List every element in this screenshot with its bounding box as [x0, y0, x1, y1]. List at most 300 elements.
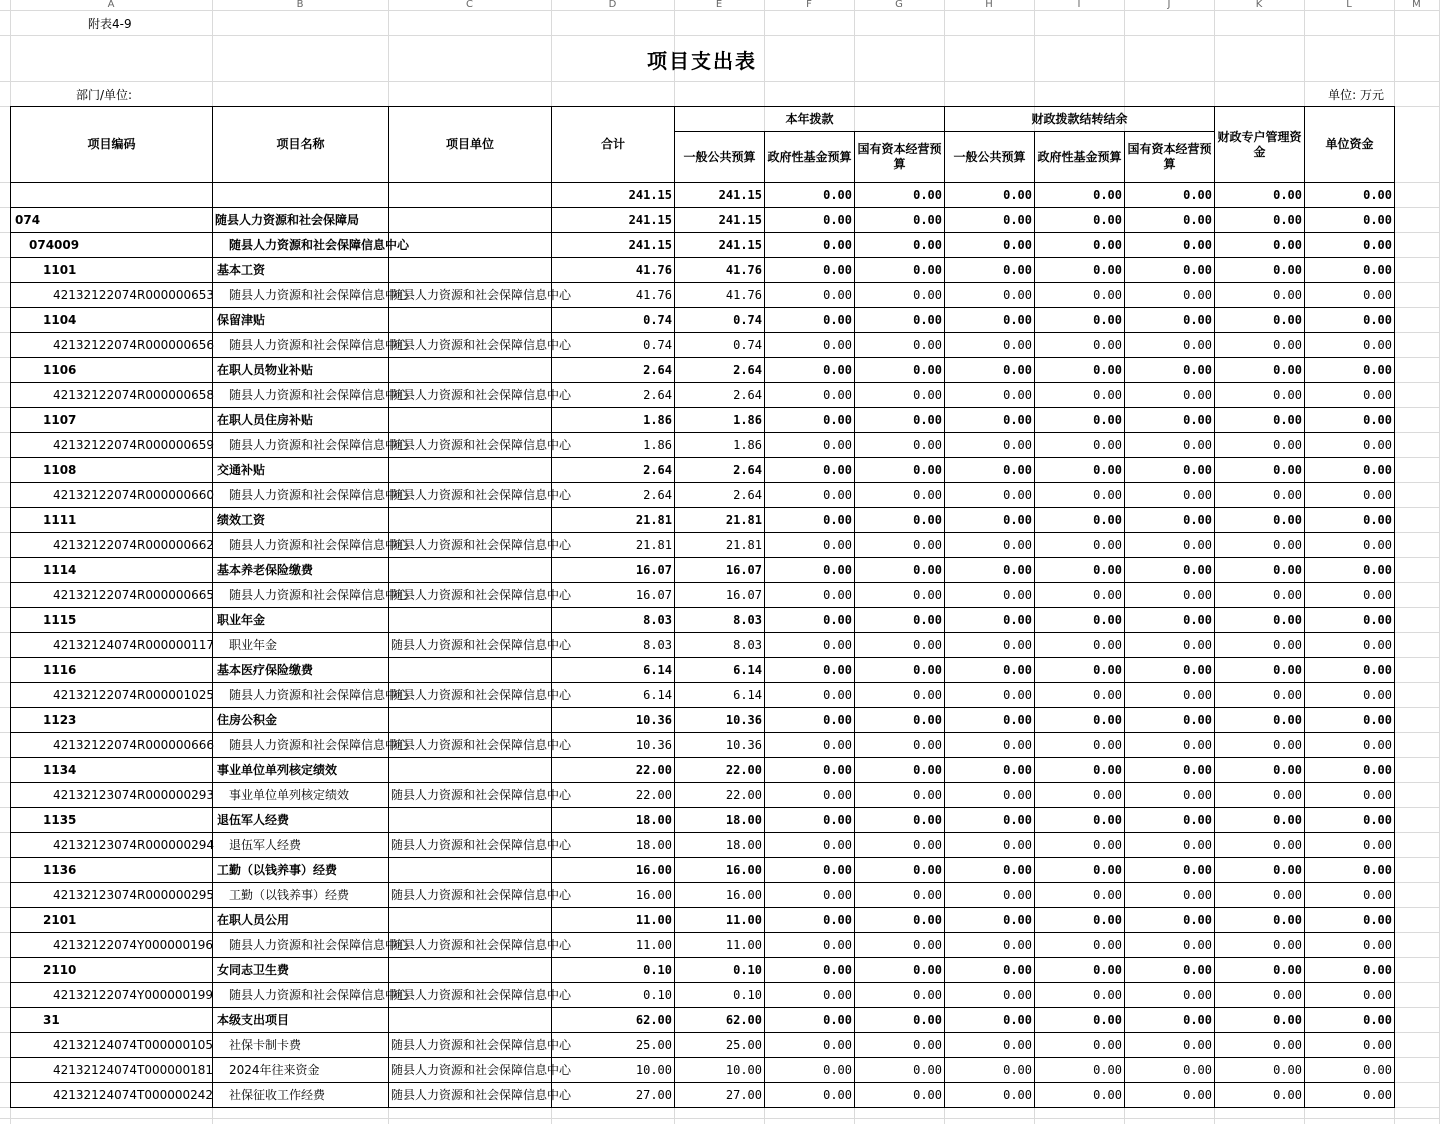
- cell-value[interactable]: 0.00: [1304, 557, 1395, 583]
- cell-value[interactable]: 2.64: [551, 457, 675, 483]
- cell-value[interactable]: 0.00: [1304, 282, 1395, 308]
- cell-value[interactable]: 0.00: [944, 557, 1035, 583]
- cell-value[interactable]: 0.00: [854, 1057, 945, 1083]
- cell-project-code[interactable]: 42132122074R000001025: [10, 682, 213, 708]
- cell-value[interactable]: 0.00: [944, 457, 1035, 483]
- cell-value[interactable]: 10.36: [551, 732, 675, 758]
- cell-value[interactable]: 10.00: [674, 1057, 765, 1083]
- cell-value[interactable]: 0.00: [764, 832, 855, 858]
- cell-value[interactable]: 0.00: [854, 182, 945, 208]
- column-header-k[interactable]: K: [1255, 0, 1263, 10]
- cell-value[interactable]: 0.00: [764, 807, 855, 833]
- cell-project-name[interactable]: 事业单位单列核定绩效: [212, 782, 389, 808]
- cell-value[interactable]: 0.00: [764, 557, 855, 583]
- cell-value[interactable]: 0.00: [1304, 1007, 1395, 1033]
- cell-project-code[interactable]: 42132123074R000000295: [10, 882, 213, 908]
- cell-value[interactable]: 0.00: [854, 907, 945, 933]
- cell-value[interactable]: 0.00: [1034, 682, 1125, 708]
- cell-project-code[interactable]: 1106: [10, 357, 213, 383]
- cell-value[interactable]: 0.00: [1124, 707, 1215, 733]
- cell-value[interactable]: 11.00: [674, 907, 765, 933]
- cell-value[interactable]: 0.00: [1124, 732, 1215, 758]
- cell-value[interactable]: 0.00: [764, 607, 855, 633]
- row-number-marker[interactable]: [0, 463, 9, 475]
- row-number-marker[interactable]: [0, 813, 9, 825]
- cell-value[interactable]: 27.00: [674, 1082, 765, 1108]
- row-number-marker[interactable]: [0, 938, 9, 950]
- cell-value[interactable]: 0.00: [1124, 232, 1215, 258]
- cell-value[interactable]: 0.00: [764, 482, 855, 508]
- cell-value[interactable]: 0.00: [854, 532, 945, 558]
- cell-value[interactable]: 0.00: [944, 682, 1035, 708]
- cell-value[interactable]: 8.03: [551, 632, 675, 658]
- row-number-marker[interactable]: [0, 413, 9, 425]
- cell-value[interactable]: 0.00: [1034, 607, 1125, 633]
- cell-value[interactable]: 0.00: [764, 957, 855, 983]
- cell-project-unit[interactable]: [388, 407, 552, 433]
- cell-value[interactable]: 0.00: [1034, 1082, 1125, 1108]
- cell-value[interactable]: 0.00: [1304, 357, 1395, 383]
- cell-value[interactable]: 0.00: [1214, 732, 1305, 758]
- cell-project-code[interactable]: 42132124074T000000181: [10, 1057, 213, 1083]
- cell-value[interactable]: 16.07: [674, 582, 765, 608]
- cell-value[interactable]: 0.00: [764, 182, 855, 208]
- cell-project-code[interactable]: 42132122074Y000000196: [10, 932, 213, 958]
- cell-project-name[interactable]: 工勤（以钱养事）经费: [212, 857, 389, 883]
- cell-value[interactable]: 0.00: [854, 282, 945, 308]
- cell-value[interactable]: 0.10: [674, 957, 765, 983]
- cell-value[interactable]: 0.00: [944, 432, 1035, 458]
- column-header-d[interactable]: D: [608, 0, 617, 10]
- cell-project-code[interactable]: 1114: [10, 557, 213, 583]
- cell-project-unit[interactable]: [388, 707, 552, 733]
- cell-value[interactable]: 0.00: [1034, 407, 1125, 433]
- cell-value[interactable]: 0.00: [944, 607, 1035, 633]
- cell-value[interactable]: 22.00: [551, 757, 675, 783]
- cell-value[interactable]: 0.00: [944, 882, 1035, 908]
- cell-value[interactable]: 0.00: [1304, 957, 1395, 983]
- cell-value[interactable]: 0.00: [1124, 532, 1215, 558]
- cell-value[interactable]: 0.00: [854, 832, 945, 858]
- cell-value[interactable]: 0.00: [1124, 1057, 1215, 1083]
- row-number-marker[interactable]: [0, 338, 9, 350]
- cell-project-name[interactable]: 随县人力资源和社会保障信息中心: [212, 232, 389, 258]
- cell-value[interactable]: 0.00: [854, 1007, 945, 1033]
- cell-value[interactable]: 0.00: [854, 457, 945, 483]
- cell-project-code[interactable]: 42132122074R000000660: [10, 482, 213, 508]
- cell-value[interactable]: 0.00: [1034, 232, 1125, 258]
- column-header-h[interactable]: H: [985, 0, 993, 10]
- cell-value[interactable]: 241.15: [674, 207, 765, 233]
- cell-project-name[interactable]: 社保卡制卡费: [212, 1032, 389, 1058]
- cell-value[interactable]: 8.03: [674, 632, 765, 658]
- cell-project-unit[interactable]: 随县人力资源和社会保障信息中心: [388, 382, 552, 408]
- cell-project-unit[interactable]: 随县人力资源和社会保障信息中心: [388, 932, 552, 958]
- cell-project-code[interactable]: 074009: [10, 232, 213, 258]
- cell-value[interactable]: 0.00: [854, 557, 945, 583]
- cell-value[interactable]: 0.00: [1034, 732, 1125, 758]
- column-header-g[interactable]: G: [895, 0, 903, 10]
- cell-value[interactable]: 41.76: [551, 257, 675, 283]
- cell-value[interactable]: 0.00: [1304, 807, 1395, 833]
- cell-value[interactable]: 0.00: [854, 757, 945, 783]
- cell-value[interactable]: 0.00: [944, 932, 1035, 958]
- cell-project-name[interactable]: 随县人力资源和社会保障信息中心: [212, 532, 389, 558]
- cell-value[interactable]: 0.00: [1034, 957, 1125, 983]
- cell-value[interactable]: 16.00: [551, 857, 675, 883]
- cell-project-name[interactable]: 保留津贴: [212, 307, 389, 333]
- cell-project-code[interactable]: 42132123074R000000294: [10, 832, 213, 858]
- cell-value[interactable]: 0.00: [854, 507, 945, 533]
- cell-value[interactable]: 0.00: [1034, 832, 1125, 858]
- cell-value[interactable]: 11.00: [674, 932, 765, 958]
- cell-project-name[interactable]: 随县人力资源和社会保障信息中心: [212, 932, 389, 958]
- cell-value[interactable]: 0.00: [854, 657, 945, 683]
- cell-value[interactable]: 22.00: [551, 782, 675, 808]
- cell-value[interactable]: 0.00: [1124, 632, 1215, 658]
- cell-project-unit[interactable]: 随县人力资源和社会保障信息中心: [388, 1032, 552, 1058]
- row-number-marker[interactable]: [0, 513, 9, 525]
- cell-value[interactable]: 0.00: [764, 457, 855, 483]
- column-header-m[interactable]: M: [1412, 0, 1421, 10]
- cell-value[interactable]: 0.00: [1304, 907, 1395, 933]
- cell-value[interactable]: 0.00: [764, 432, 855, 458]
- cell-value[interactable]: 0.00: [1034, 307, 1125, 333]
- cell-project-name[interactable]: 随县人力资源和社会保障信息中心: [212, 432, 389, 458]
- cell-project-unit[interactable]: 随县人力资源和社会保障信息中心: [388, 732, 552, 758]
- cell-value[interactable]: 25.00: [551, 1032, 675, 1058]
- cell-project-code[interactable]: 1111: [10, 507, 213, 533]
- cell-value[interactable]: 0.00: [1124, 607, 1215, 633]
- cell-value[interactable]: 0.00: [764, 932, 855, 958]
- cell-value[interactable]: 18.00: [674, 807, 765, 833]
- cell-value[interactable]: 0.00: [1124, 307, 1215, 333]
- cell-value[interactable]: 0.00: [1214, 282, 1305, 308]
- cell-value[interactable]: 0.00: [944, 332, 1035, 358]
- cell-value[interactable]: 0.00: [1124, 807, 1215, 833]
- cell-value[interactable]: 0.74: [551, 332, 675, 358]
- cell-value[interactable]: 0.00: [764, 582, 855, 608]
- cell-project-unit[interactable]: 随县人力资源和社会保障信息中心: [388, 532, 552, 558]
- cell-value[interactable]: 0.00: [944, 207, 1035, 233]
- row-number-marker[interactable]: [0, 888, 9, 900]
- cell-value[interactable]: 10.36: [674, 732, 765, 758]
- cell-value[interactable]: 0.00: [1304, 607, 1395, 633]
- cell-value[interactable]: 0.00: [854, 307, 945, 333]
- cell-value[interactable]: 0.00: [1214, 532, 1305, 558]
- cell-value[interactable]: 0.00: [1214, 257, 1305, 283]
- cell-value[interactable]: 0.00: [944, 857, 1035, 883]
- cell-project-code[interactable]: 42132124074R000000117: [10, 632, 213, 658]
- cell-value[interactable]: 0.00: [944, 907, 1035, 933]
- cell-value[interactable]: 0.00: [764, 257, 855, 283]
- cell-project-name[interactable]: [212, 182, 389, 208]
- row-number-marker[interactable]: [0, 1038, 9, 1050]
- cell-value[interactable]: 0.00: [1214, 1032, 1305, 1058]
- row-number-marker[interactable]: [0, 963, 9, 975]
- cell-value[interactable]: 0.00: [944, 807, 1035, 833]
- cell-value[interactable]: 0.00: [1034, 857, 1125, 883]
- cell-value[interactable]: 0.00: [1124, 932, 1215, 958]
- cell-value[interactable]: 0.10: [551, 957, 675, 983]
- cell-value[interactable]: 0.00: [1214, 332, 1305, 358]
- cell-value[interactable]: 0.00: [1124, 457, 1215, 483]
- cell-value[interactable]: 0.00: [1304, 457, 1395, 483]
- row-number-marker[interactable]: [0, 713, 9, 725]
- cell-value[interactable]: 0.00: [764, 657, 855, 683]
- cell-value[interactable]: 0.00: [944, 257, 1035, 283]
- cell-value[interactable]: 0.00: [1304, 657, 1395, 683]
- cell-project-name[interactable]: 交通补贴: [212, 457, 389, 483]
- row-number-marker[interactable]: [0, 863, 9, 875]
- cell-value[interactable]: 0.00: [1034, 982, 1125, 1008]
- row-number-marker[interactable]: [0, 788, 9, 800]
- cell-value[interactable]: 0.00: [1304, 932, 1395, 958]
- cell-value[interactable]: 0.00: [1124, 182, 1215, 208]
- cell-value[interactable]: 6.14: [674, 657, 765, 683]
- cell-project-code[interactable]: 31: [10, 1007, 213, 1033]
- cell-value[interactable]: 0.00: [854, 632, 945, 658]
- cell-value[interactable]: 6.14: [674, 682, 765, 708]
- cell-value[interactable]: 0.00: [1214, 457, 1305, 483]
- cell-value[interactable]: 0.00: [1214, 507, 1305, 533]
- cell-value[interactable]: 0.00: [1124, 407, 1215, 433]
- cell-project-name[interactable]: 工勤（以钱养事）经费: [212, 882, 389, 908]
- row-number-marker[interactable]: [0, 988, 9, 1000]
- cell-value[interactable]: 0.00: [764, 357, 855, 383]
- cell-value[interactable]: 0.00: [1304, 1082, 1395, 1108]
- cell-value[interactable]: 41.76: [674, 257, 765, 283]
- cell-value[interactable]: 0.00: [1304, 532, 1395, 558]
- cell-value[interactable]: 0.00: [1034, 1057, 1125, 1083]
- cell-value[interactable]: 0.00: [1034, 582, 1125, 608]
- cell-value[interactable]: 0.00: [1214, 382, 1305, 408]
- cell-value[interactable]: 16.07: [551, 582, 675, 608]
- cell-value[interactable]: 0.00: [764, 232, 855, 258]
- cell-project-unit[interactable]: [388, 957, 552, 983]
- cell-value[interactable]: 241.15: [551, 232, 675, 258]
- cell-value[interactable]: 0.00: [1304, 732, 1395, 758]
- cell-project-code[interactable]: 42132122074R000000656: [10, 332, 213, 358]
- cell-value[interactable]: 0.00: [1034, 657, 1125, 683]
- row-number-marker[interactable]: [0, 688, 9, 700]
- cell-value[interactable]: 0.00: [1214, 1082, 1305, 1108]
- cell-value[interactable]: 0.00: [944, 307, 1035, 333]
- cell-project-name[interactable]: 本级支出项目: [212, 1007, 389, 1033]
- cell-value[interactable]: 0.00: [1034, 632, 1125, 658]
- cell-value[interactable]: 0.00: [1214, 582, 1305, 608]
- cell-value[interactable]: 0.00: [944, 382, 1035, 408]
- cell-project-code[interactable]: 1108: [10, 457, 213, 483]
- cell-value[interactable]: 0.00: [1214, 857, 1305, 883]
- cell-value[interactable]: 0.00: [1304, 682, 1395, 708]
- cell-value[interactable]: 241.15: [551, 182, 675, 208]
- cell-value[interactable]: 21.81: [674, 532, 765, 558]
- cell-value[interactable]: 0.00: [944, 182, 1035, 208]
- cell-project-name[interactable]: 在职人员公用: [212, 907, 389, 933]
- cell-value[interactable]: 0.00: [1034, 882, 1125, 908]
- cell-value[interactable]: 0.00: [1124, 582, 1215, 608]
- cell-value[interactable]: 1.86: [551, 432, 675, 458]
- cell-project-unit[interactable]: [388, 307, 552, 333]
- cell-value[interactable]: 0.00: [1034, 1032, 1125, 1058]
- cell-value[interactable]: 0.00: [1034, 782, 1125, 808]
- cell-value[interactable]: 10.36: [674, 707, 765, 733]
- cell-value[interactable]: 0.74: [674, 332, 765, 358]
- cell-value[interactable]: 0.00: [1034, 932, 1125, 958]
- cell-project-unit[interactable]: [388, 507, 552, 533]
- cell-value[interactable]: 0.00: [854, 682, 945, 708]
- cell-value[interactable]: 0.00: [854, 982, 945, 1008]
- cell-value[interactable]: 0.00: [1304, 782, 1395, 808]
- cell-value[interactable]: 0.00: [854, 1032, 945, 1058]
- cell-value[interactable]: 16.07: [551, 557, 675, 583]
- cell-project-unit[interactable]: 随县人力资源和社会保障信息中心: [388, 632, 552, 658]
- cell-project-unit[interactable]: [388, 1007, 552, 1033]
- cell-value[interactable]: 0.00: [944, 782, 1035, 808]
- cell-value[interactable]: 0.00: [1124, 907, 1215, 933]
- cell-value[interactable]: 0.00: [1214, 307, 1305, 333]
- cell-value[interactable]: 0.00: [1214, 982, 1305, 1008]
- cell-project-unit[interactable]: [388, 357, 552, 383]
- cell-project-name[interactable]: 退伍军人经费: [212, 807, 389, 833]
- cell-project-unit[interactable]: [388, 207, 552, 233]
- cell-project-unit[interactable]: 随县人力资源和社会保障信息中心: [388, 782, 552, 808]
- cell-value[interactable]: 0.00: [764, 332, 855, 358]
- cell-project-code[interactable]: 1101: [10, 257, 213, 283]
- cell-value[interactable]: 0.00: [854, 207, 945, 233]
- cell-value[interactable]: 0.00: [1214, 407, 1305, 433]
- cell-project-name[interactable]: 随县人力资源和社会保障信息中心: [212, 982, 389, 1008]
- cell-value[interactable]: 0.00: [854, 857, 945, 883]
- cell-value[interactable]: 0.00: [764, 1007, 855, 1033]
- cell-value[interactable]: 22.00: [674, 757, 765, 783]
- cell-project-code[interactable]: 42132124074T000000105: [10, 1032, 213, 1058]
- cell-project-name[interactable]: 职业年金: [212, 607, 389, 633]
- cell-value[interactable]: 22.00: [674, 782, 765, 808]
- cell-value[interactable]: 0.00: [1214, 357, 1305, 383]
- cell-value[interactable]: 2.64: [551, 482, 675, 508]
- cell-value[interactable]: 0.00: [854, 232, 945, 258]
- cell-value[interactable]: 0.00: [1034, 282, 1125, 308]
- cell-value[interactable]: 0.00: [1034, 907, 1125, 933]
- cell-value[interactable]: 6.14: [551, 682, 675, 708]
- cell-value[interactable]: 1.86: [674, 432, 765, 458]
- column-header-l[interactable]: L: [1346, 0, 1352, 10]
- cell-value[interactable]: 0.00: [1124, 482, 1215, 508]
- cell-project-unit[interactable]: [388, 182, 552, 208]
- cell-value[interactable]: 0.00: [854, 582, 945, 608]
- cell-value[interactable]: 0.00: [764, 857, 855, 883]
- cell-value[interactable]: 11.00: [551, 932, 675, 958]
- cell-value[interactable]: 0.00: [1034, 532, 1125, 558]
- cell-project-code[interactable]: 1116: [10, 657, 213, 683]
- column-header-e[interactable]: E: [715, 0, 723, 10]
- cell-value[interactable]: 0.00: [1214, 832, 1305, 858]
- row-number-marker[interactable]: [0, 213, 9, 225]
- cell-project-code[interactable]: 42132122074R000000658: [10, 382, 213, 408]
- cell-project-code[interactable]: 1123: [10, 707, 213, 733]
- cell-project-name[interactable]: 基本养老保险缴费: [212, 557, 389, 583]
- cell-value[interactable]: 0.00: [1124, 857, 1215, 883]
- cell-value[interactable]: 6.14: [551, 657, 675, 683]
- cell-project-unit[interactable]: 随县人力资源和社会保障信息中心: [388, 682, 552, 708]
- row-number-marker[interactable]: [0, 238, 9, 250]
- cell-value[interactable]: 0.00: [1304, 507, 1395, 533]
- cell-value[interactable]: 0.00: [854, 607, 945, 633]
- row-number-marker[interactable]: [0, 438, 9, 450]
- cell-value[interactable]: 0.00: [1214, 1007, 1305, 1033]
- cell-value[interactable]: 2.64: [674, 457, 765, 483]
- cell-value[interactable]: 0.00: [1304, 482, 1395, 508]
- cell-value[interactable]: 0.00: [1034, 182, 1125, 208]
- cell-value[interactable]: 0.00: [854, 707, 945, 733]
- row-number-marker[interactable]: [0, 838, 9, 850]
- cell-value[interactable]: 27.00: [551, 1082, 675, 1108]
- cell-value[interactable]: 62.00: [674, 1007, 765, 1033]
- cell-value[interactable]: 0.00: [764, 1082, 855, 1108]
- cell-value[interactable]: 0.00: [1124, 507, 1215, 533]
- cell-value[interactable]: 0.00: [1214, 182, 1305, 208]
- cell-value[interactable]: 0.00: [854, 382, 945, 408]
- cell-value[interactable]: 8.03: [674, 607, 765, 633]
- cell-value[interactable]: 0.00: [1034, 557, 1125, 583]
- cell-value[interactable]: 0.00: [1214, 957, 1305, 983]
- cell-value[interactable]: 0.00: [854, 332, 945, 358]
- column-header-j[interactable]: J: [1167, 0, 1171, 10]
- cell-project-unit[interactable]: 随县人力资源和社会保障信息中心: [388, 832, 552, 858]
- cell-value[interactable]: 0.00: [1124, 782, 1215, 808]
- cell-value[interactable]: 0.00: [1124, 832, 1215, 858]
- cell-value[interactable]: 16.00: [674, 882, 765, 908]
- cell-value[interactable]: 0.00: [764, 407, 855, 433]
- cell-value[interactable]: 0.00: [944, 1082, 1035, 1108]
- cell-value[interactable]: 1.86: [551, 407, 675, 433]
- cell-value[interactable]: 0.00: [1124, 257, 1215, 283]
- cell-project-code[interactable]: 42132122074R000000665: [10, 582, 213, 608]
- cell-value[interactable]: 0.00: [1124, 557, 1215, 583]
- cell-value[interactable]: 0.00: [764, 982, 855, 1008]
- cell-value[interactable]: 0.00: [764, 1032, 855, 1058]
- cell-value[interactable]: 41.76: [674, 282, 765, 308]
- row-number-marker[interactable]: [0, 563, 9, 575]
- cell-project-name[interactable]: 随县人力资源和社会保障信息中心: [212, 282, 389, 308]
- cell-value[interactable]: 241.15: [674, 232, 765, 258]
- cell-value[interactable]: 0.00: [1214, 657, 1305, 683]
- cell-value[interactable]: 0.00: [1034, 457, 1125, 483]
- cell-value[interactable]: 0.00: [1304, 632, 1395, 658]
- cell-value[interactable]: 0.00: [944, 357, 1035, 383]
- cell-value[interactable]: 10.00: [551, 1057, 675, 1083]
- cell-value[interactable]: 0.00: [1124, 657, 1215, 683]
- cell-project-name[interactable]: 退伍军人经费: [212, 832, 389, 858]
- cell-value[interactable]: 0.00: [1214, 907, 1305, 933]
- row-number-marker[interactable]: [0, 638, 9, 650]
- cell-value[interactable]: 0.00: [764, 532, 855, 558]
- cell-value[interactable]: 0.00: [764, 682, 855, 708]
- cell-value[interactable]: 0.00: [854, 482, 945, 508]
- cell-value[interactable]: 0.00: [1304, 207, 1395, 233]
- cell-project-code[interactable]: 1134: [10, 757, 213, 783]
- cell-value[interactable]: 16.00: [551, 882, 675, 908]
- cell-value[interactable]: 0.00: [1214, 232, 1305, 258]
- cell-value[interactable]: 0.00: [944, 282, 1035, 308]
- cell-value[interactable]: 2.64: [674, 382, 765, 408]
- cell-project-unit[interactable]: [388, 907, 552, 933]
- cell-value[interactable]: 0.00: [764, 382, 855, 408]
- row-number-marker[interactable]: [0, 913, 9, 925]
- cell-value[interactable]: 0.00: [1304, 382, 1395, 408]
